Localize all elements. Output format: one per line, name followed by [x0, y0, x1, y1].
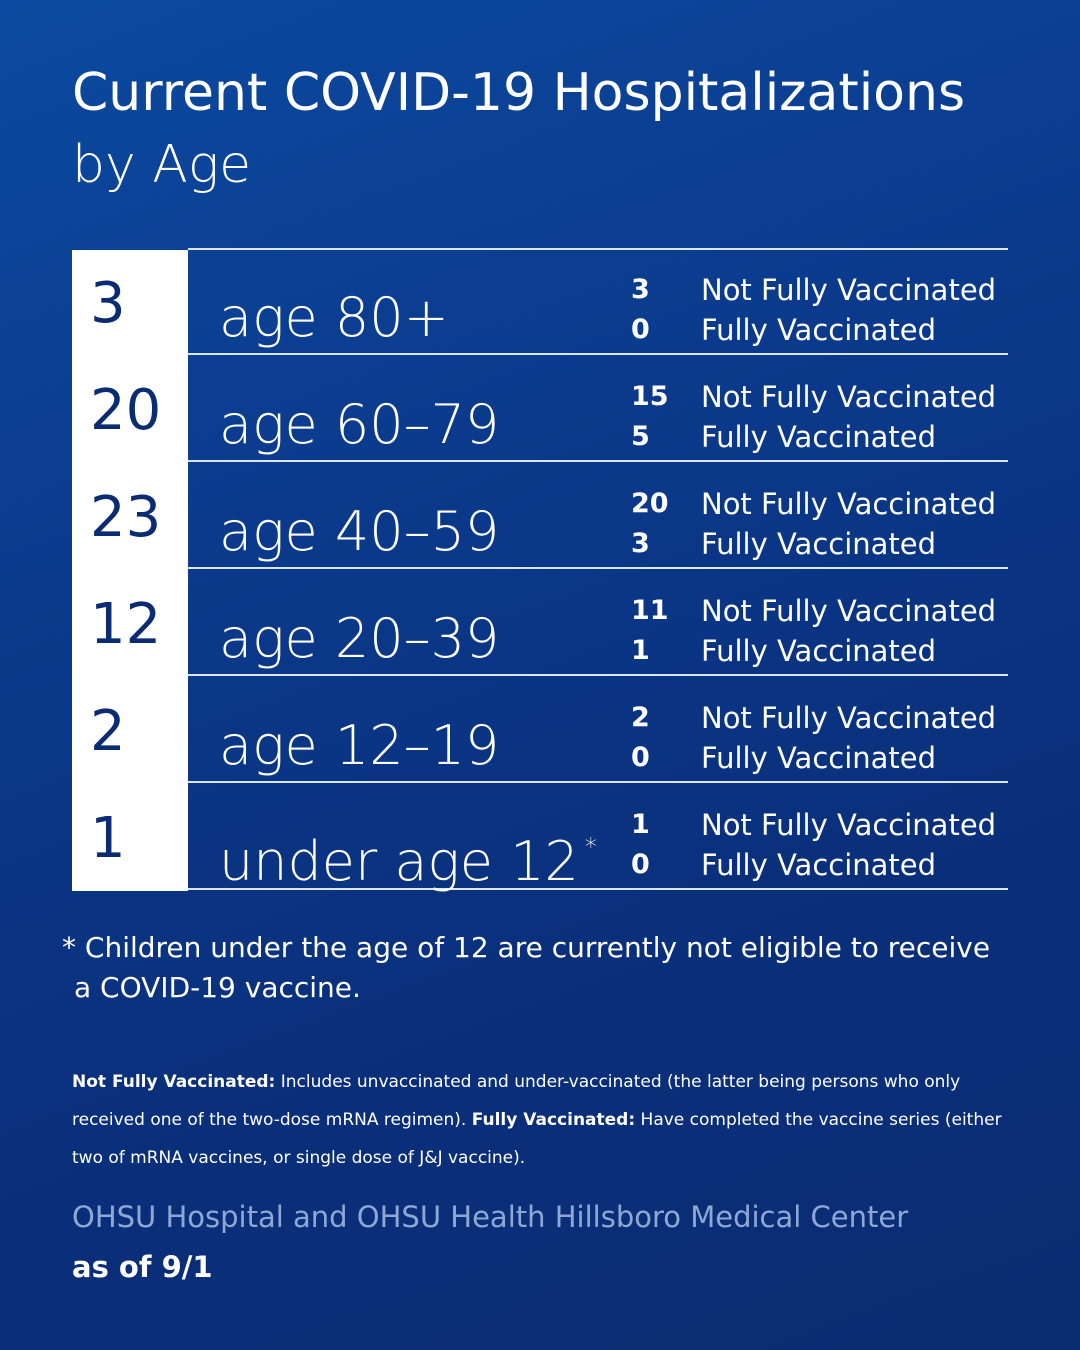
row-divider: [188, 248, 1008, 250]
age-group-label: age 20–39: [219, 607, 500, 670]
definition-text: Includes unvaccinated and under-vaccinated (the latter being persons who only received one of the two-dose mRNA regimen).: [72, 1072, 961, 1130]
footnote-line: a COVID-19 vaccine.: [74, 971, 361, 1004]
row-total: 1: [90, 806, 126, 871]
row-total: 20: [90, 378, 162, 443]
fully-vaccinated-count: 0: [631, 314, 650, 345]
fully-vaccinated-label: Fully Vaccinated: [701, 848, 937, 882]
not-fully-vaccinated-label: Not Fully Vaccinated: [701, 808, 997, 842]
age-group-label: age 12–19: [219, 714, 500, 777]
age-group-label: age 80+: [219, 286, 449, 349]
fully-vaccinated-count: 0: [631, 742, 650, 773]
definition-term: Not Fully Vaccinated:: [72, 1072, 276, 1092]
not-fully-vaccinated-count: 2: [631, 702, 650, 733]
table-row: [72, 676, 1008, 783]
not-fully-vaccinated-count: 11: [631, 595, 669, 626]
fully-vaccinated-label: Fully Vaccinated: [701, 741, 937, 775]
fully-vaccinated-label: Fully Vaccinated: [701, 634, 937, 668]
as-of-date: as of 9/1: [72, 1250, 213, 1284]
fully-vaccinated-label: Fully Vaccinated: [701, 527, 937, 561]
fully-vaccinated-count: 5: [631, 421, 650, 452]
not-fully-vaccinated-label: Not Fully Vaccinated: [701, 701, 997, 735]
fully-vaccinated-count: 3: [631, 528, 650, 559]
table-row: [72, 248, 1008, 355]
fully-vaccinated-count: 0: [631, 849, 650, 880]
definition-term: Fully Vaccinated:: [471, 1110, 636, 1130]
age-group-label: under age 12 *: [219, 830, 597, 893]
not-fully-vaccinated-label: Not Fully Vaccinated: [701, 380, 997, 414]
not-fully-vaccinated-count: 20: [631, 488, 669, 519]
age-group-label: age 60–79: [219, 393, 500, 456]
not-fully-vaccinated-label: Not Fully Vaccinated: [701, 273, 997, 307]
row-total: 12: [90, 592, 162, 657]
table-row: [72, 569, 1008, 676]
definitions: [72, 1063, 1017, 1177]
not-fully-vaccinated-count: 1: [631, 809, 650, 840]
age-group-label: age 40–59: [219, 500, 500, 563]
not-fully-vaccinated-label: Not Fully Vaccinated: [701, 487, 997, 521]
fully-vaccinated-label: Fully Vaccinated: [701, 420, 937, 454]
row-total: 3: [90, 271, 126, 336]
row-total: 2: [90, 699, 126, 764]
footnote-asterisk: *: [584, 833, 597, 861]
page-subtitle: by Age: [72, 135, 252, 195]
source-attribution: OHSU Hospital and OHSU Health Hillsboro Medical Center: [72, 1200, 909, 1234]
row-total: 23: [90, 485, 162, 550]
fully-vaccinated-count: 1: [631, 635, 650, 666]
table-row: [72, 783, 1008, 893]
not-fully-vaccinated-count: 15: [631, 381, 669, 412]
fully-vaccinated-label: Fully Vaccinated: [701, 313, 937, 347]
footnote-line: * Children under the age of 12 are currently not eligible to receive: [62, 931, 991, 964]
definition-text: Have completed the vaccine series (either two of mRNA vaccines, or single dose of J&J vaccine).: [72, 1110, 1002, 1168]
not-fully-vaccinated-label: Not Fully Vaccinated: [701, 594, 997, 628]
page-title: Current COVID-19 Hospitalizations: [72, 63, 966, 123]
hospitalizations-table: [72, 248, 1008, 891]
not-fully-vaccinated-count: 3: [631, 274, 650, 305]
table-row: [72, 355, 1008, 462]
footnote: [62, 928, 992, 1008]
table-row: [72, 462, 1008, 569]
